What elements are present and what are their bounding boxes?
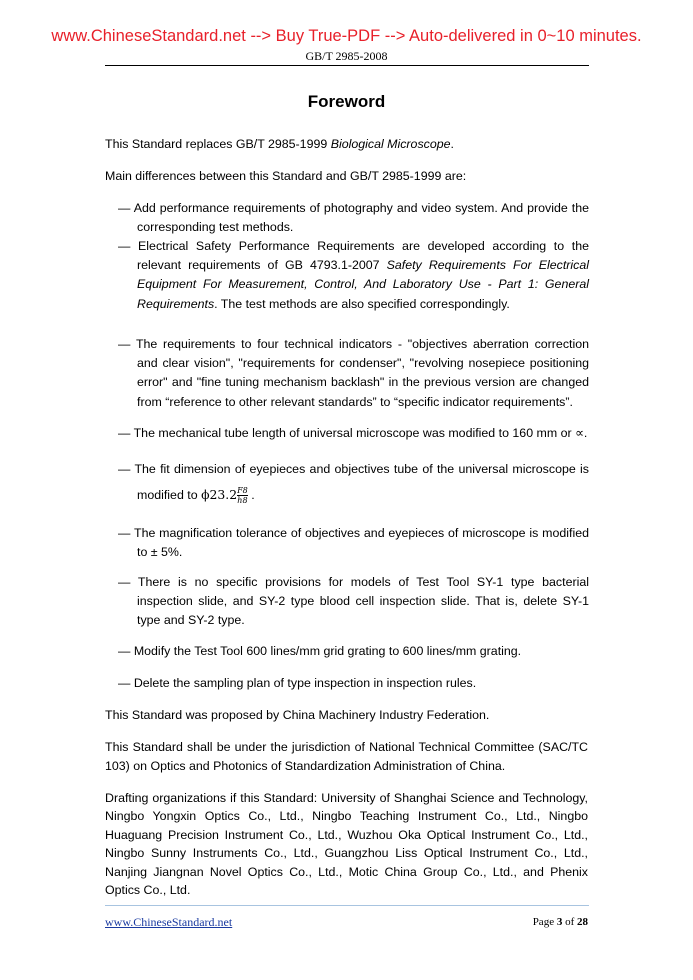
text: Page [532,916,557,928]
footer-divider [105,905,589,906]
page-number [533,916,588,928]
text: . [247,488,255,502]
paragraph-jurisdiction: This Standard shall be under the jurisdiction of National Technical Committee (SAC/TC 103) on Optics and Photonics of Standardization Administration of China. [105,740,588,774]
list-item: — The mechanical tube length of universal microscope was modified to 160 mm or ∝. [118,426,588,440]
list-item [118,237,589,314]
paragraph-differences: Main differences between this Standard and GB/T 2985-1999 are: [105,169,467,183]
list-item: — Modify the Test Tool 600 lines/mm grid grating to 600 lines/mm grating. [118,644,522,658]
numerator: F8 [237,486,248,496]
paragraph-proposed: This Standard was proposed by China Machinery Industry Federation. [105,708,490,722]
paragraph-drafting: Drafting organizations if this Standard: University of Shanghai Science and Technology, Ningbo Yongxin Optics Co., Ltd., Ningbo Teaching Instrument Co., Ltd., Ningbo Huaguang Precision Instrument Co., Ltd., Wuzhou Oka Optical Instrument Co., Ltd., Ningbo Sunny Instruments Co., Ltd., Guangzhou Liss Optical Instrument Co., Ltd., Nanjing Jiangnan Novel Optics Co., Ltd., Motic China Group Co., Ltd., and Phenix Optics Co., Ltd. [105,791,588,898]
footer-link[interactable]: www.ChineseStandard.net [105,915,233,929]
list-item: — The magnification tolerance of objectives and eyepieces of microscope is modified to ± 5%. [118,526,589,560]
text: — The fit dimension of eyepieces and objectives tube of the universal microscope is modified to [118,462,589,502]
paragraph-replaces [105,135,588,154]
standard-number-header: GB/T 2985-2008 [305,49,388,63]
text: of [562,916,577,928]
list-item: — There is no specific provisions for models of Test Tool SY-1 type bacterial inspection slide, and SY-2 type blood cell inspection slide. That is, delete SY-1 type and SY-2 type. [118,575,589,628]
text: — Electrical Safety Performance Requirements are developed according to the relevant requirements of GB 4793.1-2007 [118,239,589,273]
text: This Standard replaces GB/T 2985-1999 [105,137,331,151]
tolerance-fraction [237,486,248,505]
text: . [450,137,454,151]
text: . The test methods are also specified correspondingly. [214,296,510,311]
total-pages: 28 [577,916,588,928]
list-item: — Add performance requirements of photography and video system. And provide the corresponding test methods. [118,201,589,235]
list-item [118,456,589,508]
title-italic: Safety Requirements For Electrical Equipment For Measurement, Control, And Laboratory Use - Part 1: General Requirements [137,258,589,311]
current-page: 3 [556,916,563,928]
title-italic: Biological Microscope [330,137,451,151]
header-divider [105,65,589,66]
list-item: — The requirements to four technical indicators - "objectives aberration correction and clear vision", "requirements for condenser", "revolving nosepiece positioning error" and "fine tuning mechanism backlash" in the previous version are changed from “reference to other relevant standards” to “specific indicator requirements”. [118,337,589,409]
promo-banner[interactable]: www.ChineseStandard.net --> Buy True-PDF --> Auto-delivered in 0~10 minutes. [51,27,642,45]
list-item: — Delete the sampling plan of type inspection in inspection rules. [118,676,477,690]
formula: ϕ23.2 [201,487,238,502]
denominator: h8 [237,496,248,506]
page-title: Foreword [307,92,386,111]
